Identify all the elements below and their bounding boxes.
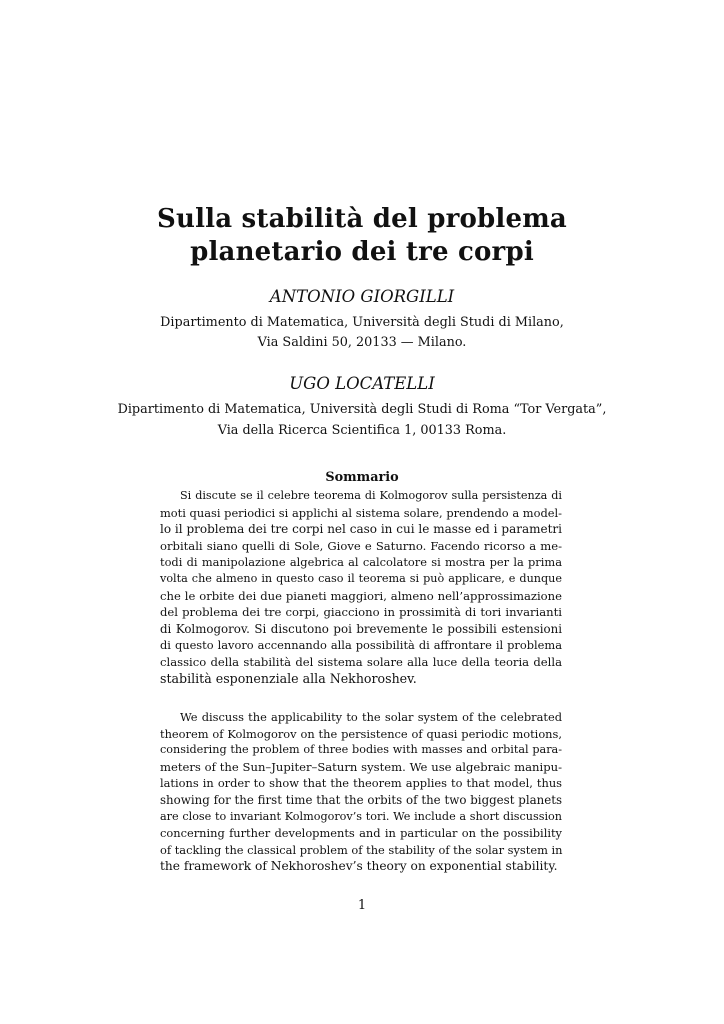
abstract-it-line: di questo lavoro accennando alla possibilità di affrontare il problema bbox=[160, 638, 562, 653]
abstract-en-line: meters of the Sun–Jupiter–Saturn system. We use algebraic manipu- bbox=[160, 759, 562, 774]
abstract-it-line: di Kolmogorov. Si discutono poi brevemente le possibili estensioni bbox=[160, 621, 562, 636]
abstract-english bbox=[160, 709, 562, 875]
author-name-2: UGO LOCATELLI bbox=[289, 374, 435, 393]
abstract-en-line: are close to invariant Kolmogorov’s tori. We include a short discussion bbox=[160, 809, 562, 823]
abstract-it-line: del problema dei tre corpi, giacciono in prossimità di tori invarianti bbox=[160, 605, 562, 620]
abstract-it-line: orbitali siano quelli di Sole, Giove e Saturno. Facendo ricorso a me- bbox=[160, 538, 562, 553]
abstract-it-line: stabilità esponenziale alla Nekhoroshev. bbox=[160, 670, 417, 686]
abstract-en-line: lations in order to show that the theorem applies to that model, thus bbox=[160, 776, 562, 791]
abstract-en-line: concerning further developments and in particular on the possibility bbox=[160, 826, 562, 841]
abstract-en-line: We discuss the applicability to the solar system of the celebrated bbox=[180, 710, 562, 724]
author-1-affiliation-line-2: Via Saldini 50, 20133 — Milano. bbox=[257, 335, 467, 350]
page-number: 1 bbox=[357, 898, 367, 913]
abstract-it-line: che le orbite dei due pianeti maggiori, almeno nell’approssimazione bbox=[160, 588, 562, 603]
abstract-en-line: considering the problem of three bodies with masses and orbital para- bbox=[160, 743, 562, 757]
abstract-it-line: classico della stabilità del sistema solare alla luce della teoria della bbox=[160, 654, 562, 669]
author-2-affiliation-line-2: Via della Ricerca Scientifica 1, 00133 Roma. bbox=[217, 423, 507, 438]
author-2-affiliation-line-1: Dipartimento di Matematica, Università degli Studi di Roma “Tor Vergata”, bbox=[117, 402, 607, 417]
abstract-it-line: moti quasi periodici si applichi al sistema solare, prendendo a model- bbox=[160, 505, 562, 520]
abstract-it-line: lo il problema dei tre corpi nel caso in cui le masse ed i parametri bbox=[160, 522, 562, 537]
title-line-2: planetario dei tre corpi bbox=[190, 237, 534, 267]
paper-title bbox=[0, 203, 724, 269]
author-name-1: ANTONIO GIORGILLI bbox=[269, 287, 455, 306]
abstract-heading: Sommario bbox=[325, 470, 399, 485]
title-line-1: Sulla stabilità del problema bbox=[157, 204, 567, 234]
abstract-en-line: of tackling the classical problem of the stability of the solar system in bbox=[160, 842, 563, 857]
abstract-en-line: showing for the first time that the orbits of the two biggest planets bbox=[160, 792, 562, 807]
abstract-it-line: Si discute se il celebre teorema di Kolmogorov sulla persistenza di bbox=[180, 489, 562, 502]
abstract-en-line: the framework of Nekhoroshev’s theory on exponential stability. bbox=[160, 859, 558, 874]
author-1-affiliation-line-1: Dipartimento di Matematica, Università degli Studi di Milano, bbox=[160, 315, 564, 330]
abstract-it-line: todi di manipolazione algebrica al calcolatore si mostra per la prima bbox=[160, 555, 562, 570]
abstract-en-line: theorem of Kolmogorov on the persistence of quasi periodic motions, bbox=[160, 726, 562, 741]
abstract-italian bbox=[160, 488, 562, 687]
abstract-it-line: volta che almeno in questo caso il teorema si può applicare, e dunque bbox=[160, 571, 562, 585]
